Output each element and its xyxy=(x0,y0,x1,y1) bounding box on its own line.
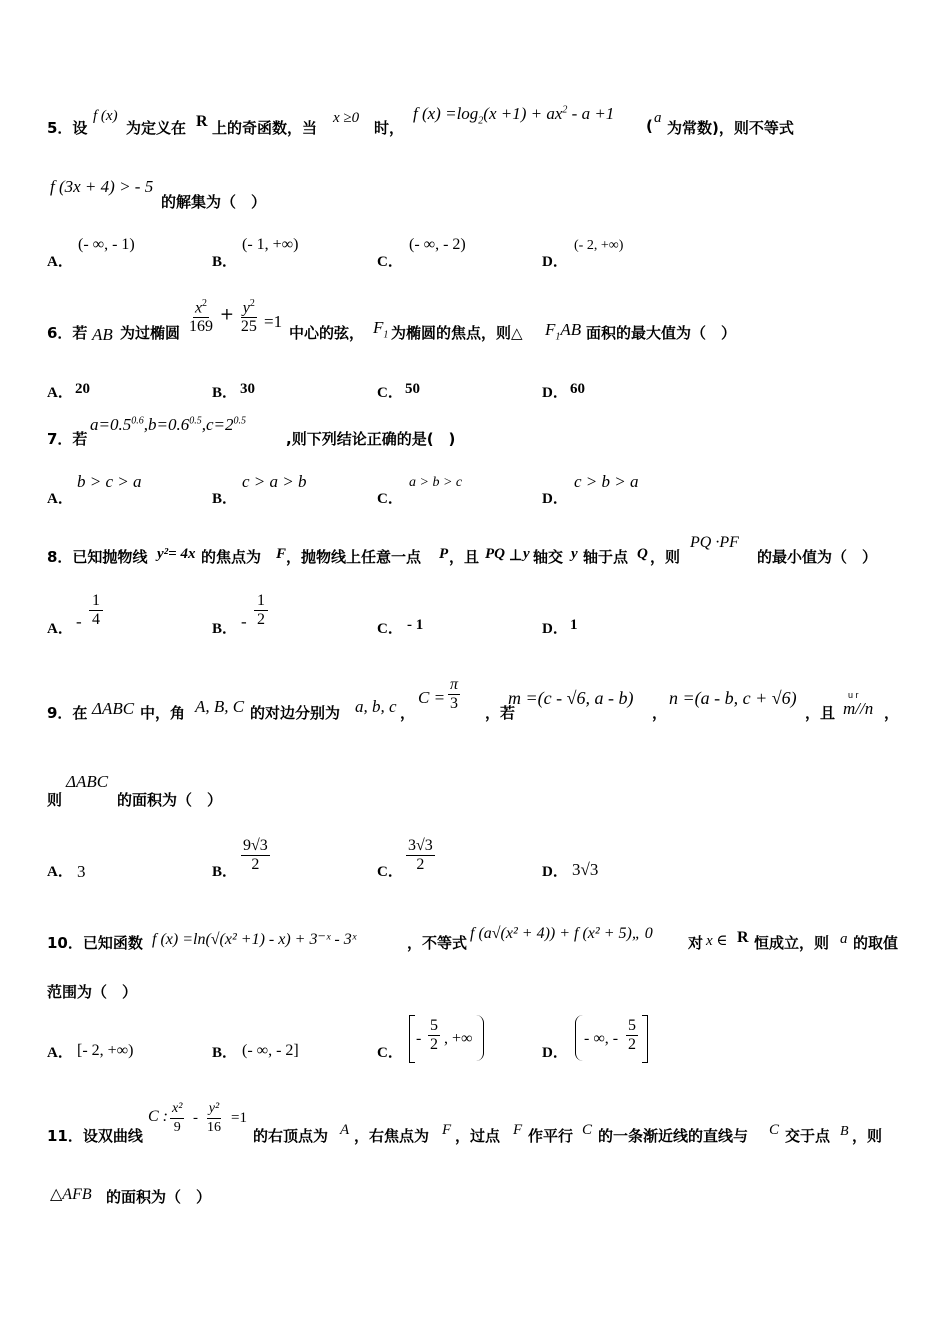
q7-b-sup: 0.5 xyxy=(189,415,202,427)
q10-number: 10．已知函数 xyxy=(47,934,143,952)
q9-three: 3 xyxy=(450,695,458,712)
q7-option-a-label: A． xyxy=(47,491,73,507)
q11-eq: =1 xyxy=(231,1110,247,1126)
q11-text-7: ，则 xyxy=(852,1127,883,1145)
q9-vector-n: n =(a - b, c + √6) xyxy=(669,688,797,708)
q6-plus: + xyxy=(219,304,235,325)
q8-option-d-label: D． xyxy=(542,621,568,637)
q8-option-b-den: 2 xyxy=(257,611,265,628)
q6-x: x xyxy=(194,299,203,317)
q10-option-d-den: 2 xyxy=(628,1036,636,1053)
q7-option-b-value: c > a > b xyxy=(242,472,307,491)
q8-option-b-label: B． xyxy=(212,621,238,637)
q6-tri-sub: 1 xyxy=(555,331,561,343)
q9-option-c-num: 3√3 xyxy=(408,837,433,854)
q9-option-b-label: B． xyxy=(212,864,238,880)
q8-perp: ⊥ xyxy=(509,548,523,564)
q9-triangle-2: ΔABC xyxy=(66,772,109,791)
q5-R: R xyxy=(196,113,208,130)
q7-number: 7．若 xyxy=(47,430,88,448)
q6-ellipse xyxy=(187,295,259,336)
q5-paren: ( xyxy=(646,117,653,135)
q7-option-c-label: C． xyxy=(377,491,403,507)
q11-den-1: 9 xyxy=(173,1120,181,1135)
q9-option-a-label: A． xyxy=(47,864,73,880)
q11-text-1: 的右顶点为 xyxy=(253,1127,329,1145)
q6-AB: AB xyxy=(92,325,113,344)
q8-text-6: ，则 xyxy=(650,548,681,566)
q5-option-c-label: C． xyxy=(377,254,403,270)
q5-option-a-value: (- ∞, - 1) xyxy=(78,236,135,253)
q11-B: B xyxy=(840,1124,849,1139)
q8-option-a-frac xyxy=(89,592,103,629)
q6-text-3: 为椭圆的焦点，则△ xyxy=(391,324,523,342)
q9-option-c-frac xyxy=(406,837,435,874)
q10-option-c-post: , +∞ xyxy=(444,1030,473,1047)
q6-F1-sub: 1 xyxy=(383,329,389,341)
q9-text-4: ，若 xyxy=(485,704,516,722)
q6-den-1: 169 xyxy=(189,318,213,336)
q11-y2: y² xyxy=(207,1100,221,1119)
q5-func-lhs: f (x) =log xyxy=(413,104,479,123)
q7-c-sup: 0.5 xyxy=(233,415,246,427)
q6-eq: =1 xyxy=(264,312,283,331)
q5-func-rhs: - a +1 xyxy=(567,104,615,123)
q9-triangle: ΔABC xyxy=(92,699,135,718)
q8-dot-product: PQ ·PF xyxy=(690,534,739,551)
q8-option-b-frac xyxy=(254,592,268,629)
q8-option-b-num: 1 xyxy=(257,592,265,609)
q5-option-b-label: B． xyxy=(212,254,238,270)
q8-parabola: y²= 4x xyxy=(157,546,196,562)
q11-x2: x² xyxy=(170,1100,184,1119)
q9-angles: A, B, C xyxy=(195,697,245,716)
q9-text-7: 则 xyxy=(47,791,63,809)
q6-F1 xyxy=(373,318,388,340)
q8-option-a-label: A． xyxy=(47,621,73,637)
q8-option-b-sign: - xyxy=(241,612,247,631)
q5-function xyxy=(413,104,614,126)
q6-y: y xyxy=(242,299,250,317)
q10-function: f (x) =ln(√(x² +1) - x) + 3⁻ˣ - 3ˣ xyxy=(152,931,357,948)
q8-option-a-den: 4 xyxy=(92,611,100,628)
q11-number: 11．设双曲线 xyxy=(47,1127,143,1145)
q10-option-d-label: D． xyxy=(542,1045,568,1061)
q9-pi: π xyxy=(450,676,459,693)
q8-number: 8．已知抛物线 xyxy=(47,548,148,566)
q10-text-4: 的取值 xyxy=(853,934,899,952)
q9-text-8: 的面积为（ ） xyxy=(117,791,223,809)
q8-y2: y xyxy=(571,546,578,562)
q10-option-c-paren-right xyxy=(476,1015,484,1061)
q11-text-6: 交于点 xyxy=(785,1127,831,1145)
q7-b: ,b=0.6 xyxy=(143,415,190,434)
q9-text-6: ， xyxy=(884,704,900,722)
q9-comma: ， xyxy=(652,704,668,722)
q6-option-b-label: B． xyxy=(212,385,238,401)
q6-option-b-value: 30 xyxy=(240,381,255,397)
q11-A: A xyxy=(340,1122,350,1138)
q9-text-3: ， xyxy=(400,704,416,722)
q6-text-4: 面积的最大值为（ ） xyxy=(586,324,737,342)
q11-C2: C xyxy=(582,1122,593,1138)
q10-x-in: x ∈ xyxy=(706,933,728,949)
q11-triangle: △AFB xyxy=(50,1186,92,1203)
q5-inequality: f (3x + 4) > - 5 xyxy=(50,177,154,196)
q9-C: C = xyxy=(418,688,446,707)
q7-c: ,c=2 xyxy=(201,415,234,434)
q8-option-c-label: C． xyxy=(377,621,403,637)
q5-text-4: 为常数)，则不等式 xyxy=(667,119,794,137)
q8-option-a-num: 1 xyxy=(92,592,100,609)
q8-option-c-value: - 1 xyxy=(407,617,424,633)
q10-option-b-value: (- ∞, - 2] xyxy=(242,1042,299,1059)
q9-text-2: 的对边分别为 xyxy=(250,704,341,722)
q7-option-d-label: D． xyxy=(542,491,568,507)
q9-option-c-den: 2 xyxy=(416,856,425,873)
q10-option-c-den: 2 xyxy=(430,1036,438,1053)
q11-F: F xyxy=(442,1122,452,1138)
q7-option-a-value: b > c > a xyxy=(77,472,142,491)
q9-option-d-value: 3√3 xyxy=(572,860,599,879)
q10-text-2: 对 xyxy=(688,934,704,952)
q5-fx: f (x) xyxy=(93,108,118,124)
q10-option-d-paren-left xyxy=(575,1015,583,1061)
q10-option-d-pre: - ∞, - xyxy=(584,1030,619,1047)
q10-option-d-bracket-right xyxy=(642,1015,648,1063)
q9-option-d-label: D． xyxy=(542,864,568,880)
q9-option-b-den: 2 xyxy=(251,856,260,873)
q9-option-a-value: 3 xyxy=(77,862,86,881)
q9-text-5: ，且 xyxy=(805,704,836,722)
q10-option-c-bracket-left xyxy=(409,1015,415,1063)
q8-Q: Q xyxy=(637,546,648,562)
q6-option-c-label: C． xyxy=(377,385,403,401)
q10-inequality: f (a√(x² + 4)) + f (x² + 5)„ 0 xyxy=(470,925,653,942)
q5-func-mid: (x +1) + ax xyxy=(483,104,563,123)
q7-option-d-value: c > b > a xyxy=(574,472,639,491)
q7-option-b-label: B． xyxy=(212,491,238,507)
q10-option-d-frac xyxy=(626,1017,638,1054)
q7-text-1: ,则下列结论正确的是( ) xyxy=(286,430,456,448)
q6-tri-F: F xyxy=(545,320,556,339)
q11-text-8: 的面积为（ ） xyxy=(106,1188,212,1206)
q10-R: R xyxy=(737,929,749,946)
q10-option-c-pre: - xyxy=(416,1030,422,1047)
q9-option-b-num: 9√3 xyxy=(243,837,268,854)
q11-minus: - xyxy=(193,1110,198,1126)
q8-text-7: 的最小值为（ ） xyxy=(757,548,878,566)
q8-P: P xyxy=(439,546,449,562)
q6-option-a-label: A． xyxy=(47,385,73,401)
q8-option-a-sign: - xyxy=(76,612,82,631)
q8-option-d-value: 1 xyxy=(570,617,578,633)
q8-text-2: ，抛物线上任意一点 xyxy=(286,548,422,566)
q5-option-c-value: (- ∞, - 2) xyxy=(409,236,466,253)
q7-values xyxy=(90,415,246,435)
q11-text-3: ，过点 xyxy=(455,1127,501,1145)
q7-option-c-value: a > b > c xyxy=(409,475,463,490)
q5-a: a xyxy=(654,110,662,126)
q8-text-4: 轴交 xyxy=(533,548,564,566)
q6-option-c-value: 50 xyxy=(405,381,420,397)
q5-option-d-label: D． xyxy=(542,254,568,270)
q6-den-2: 25 xyxy=(240,318,257,336)
q7-a: a=0.5 xyxy=(90,415,132,434)
q10-text-1: ，不等式 xyxy=(407,934,468,952)
q9-parallel: m//n xyxy=(843,699,874,718)
q9-vector-arrows: u r xyxy=(848,690,859,700)
q10-a: a xyxy=(840,931,848,947)
q6-number: 6．若 xyxy=(47,324,88,342)
q6-option-d-label: D． xyxy=(542,385,568,401)
q7-a-sup: 0.6 xyxy=(131,415,144,427)
q8-F: F xyxy=(276,546,287,562)
q10-option-c-label: C． xyxy=(377,1045,403,1061)
q9-option-c-label: C． xyxy=(377,864,403,880)
q10-option-a-value: [- 2, +∞) xyxy=(77,1042,134,1059)
q11-C3: C xyxy=(769,1122,780,1138)
q5-func-sub: 2 xyxy=(478,115,484,127)
q6-x-sup: 2 xyxy=(202,298,208,309)
q10-option-b-label: B． xyxy=(212,1045,238,1061)
q11-text-5: 的一条渐近线的直线与 xyxy=(598,1127,749,1145)
q8-text-3: ，且 xyxy=(449,548,480,566)
q5-text-3: 时， xyxy=(374,119,405,137)
q6-option-d-value: 60 xyxy=(570,381,585,397)
q5-number: 5．设 xyxy=(47,119,88,137)
q9-number: 9．在 xyxy=(47,704,88,722)
q11-F2: F xyxy=(513,1122,523,1138)
q11-frac-2 xyxy=(205,1100,223,1137)
q5-option-b-value: (- 1, +∞) xyxy=(242,236,299,253)
q11-den-2: 16 xyxy=(207,1120,221,1135)
q6-text-2: 中心的弦， xyxy=(289,324,365,342)
q5-text-2: 上的奇函数，当 xyxy=(212,119,318,137)
q8-text-5: 轴于点 xyxy=(583,548,629,566)
q6-F1AB xyxy=(545,320,581,342)
q11-text-2: ，右焦点为 xyxy=(354,1127,430,1145)
q9-option-b-frac xyxy=(241,837,270,874)
q9-text-1: 中，角 xyxy=(140,704,186,722)
q8-y: y xyxy=(523,546,530,562)
q10-text-5: 范围为（ ） xyxy=(47,983,138,1001)
q6-tri-AB: AB xyxy=(560,320,582,339)
q10-option-c-num: 5 xyxy=(430,1017,438,1034)
q8-PQ: PQ xyxy=(485,546,505,562)
q8-text-1: 的焦点为 xyxy=(201,548,262,566)
q5-func-sup: 2 xyxy=(562,104,568,116)
q10-option-d-num: 5 xyxy=(628,1017,636,1034)
q5-option-a-label: A． xyxy=(47,254,73,270)
q5-text-1: 为定义在 xyxy=(126,119,187,137)
q6-F1-letter: F xyxy=(373,318,384,337)
q9-pi-over-3 xyxy=(448,676,460,713)
q11-frac-1 xyxy=(170,1100,184,1137)
q10-text-3: 恒成立，则 xyxy=(754,934,830,952)
q6-text-1: 为过椭圆 xyxy=(120,324,181,342)
q10-option-c-frac xyxy=(428,1017,440,1054)
q6-y-sup: 2 xyxy=(249,298,255,309)
q9-vector-m: m =(c - √6, a - b) xyxy=(508,688,634,708)
q6-option-a-value: 20 xyxy=(75,381,90,397)
q11-text-4: 作平行 xyxy=(528,1127,574,1145)
q5-option-d-value: (- 2, +∞) xyxy=(574,238,624,253)
q11-C: C : xyxy=(148,1108,168,1125)
q10-option-a-label: A． xyxy=(47,1045,73,1061)
q5-condition: x ≥0 xyxy=(333,110,360,126)
q5-text-5: 的解集为（ ） xyxy=(161,193,267,211)
q9-sides: a, b, c xyxy=(355,697,397,716)
